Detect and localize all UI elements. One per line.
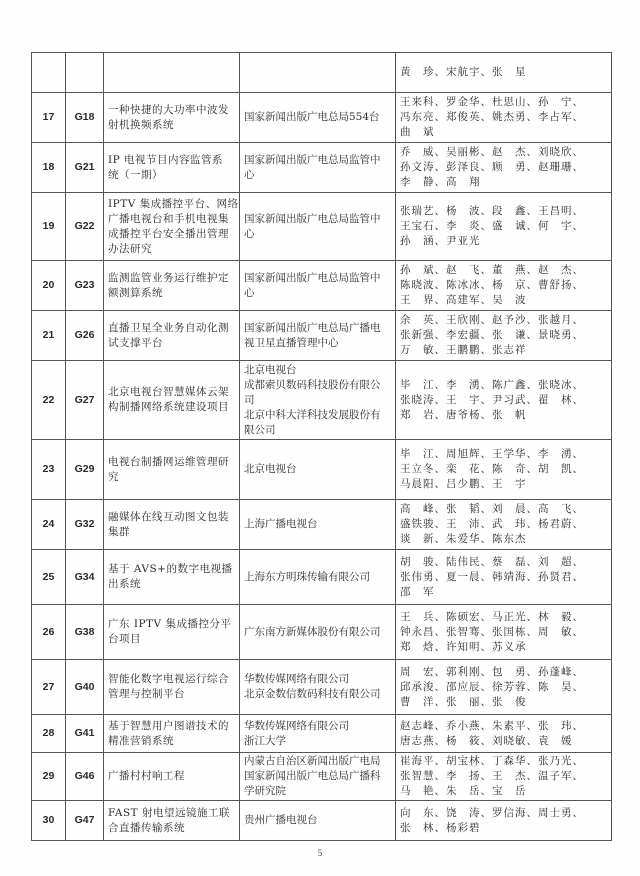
project-name-line: 融媒体在线互动图文包装 xyxy=(108,510,229,523)
organization-cell xyxy=(240,605,396,660)
row-number-cell: 27 xyxy=(32,660,66,715)
contributors-line: 赵志峰、乔小燕、朱素平、张 玮、 xyxy=(400,719,584,732)
contributors-line: 孙文涛、彭泽良、顾 勇、赵珊珊、 xyxy=(400,161,584,173)
organization-cell xyxy=(240,801,396,841)
table-row xyxy=(32,261,612,311)
organization-line: 贵州广播电视台 xyxy=(244,814,318,826)
contributors-line: 张新强、李宏疆、张 谦、景晓勇、 xyxy=(400,329,584,341)
project-name-cell xyxy=(104,440,240,500)
contributors-line: 钟永昌、张智骞、张国栋、周 敏、 xyxy=(400,625,584,638)
table-row xyxy=(32,193,612,261)
contributors-line: 张瑞艺、杨 波、段 鑫、王昌明、 xyxy=(400,205,584,217)
table-row xyxy=(32,361,612,440)
project-code-cell: G41 xyxy=(66,715,104,753)
contributors-line: 毕 江、周旭辉、王学华、李 湧、 xyxy=(400,448,584,460)
project-name-cell xyxy=(104,801,240,841)
contributors-line: 邵 军 xyxy=(400,585,435,598)
contributors-line: 王宝石、李 炎、盛 诚、何 宇、 xyxy=(400,220,584,232)
organization-line: 北京电视台 xyxy=(244,463,297,475)
organization-cell xyxy=(240,261,396,311)
contributors-line: 马 艳、朱 岳、宝 岳 xyxy=(400,785,527,797)
contributors-cell xyxy=(396,500,612,550)
project-name-line: IPTV 集成播控平台、网络 xyxy=(108,197,239,210)
project-name-line: 出系统 xyxy=(108,578,141,590)
project-name-line: 管理与控制平台 xyxy=(108,688,185,700)
project-name-cell xyxy=(104,753,240,801)
award-table-body xyxy=(32,53,612,841)
project-name-cell xyxy=(104,193,240,261)
organization-cell xyxy=(240,93,396,143)
project-name-line: 试支撑平台 xyxy=(108,336,163,349)
table-row xyxy=(32,550,612,605)
project-name-line: FAST 射电望远镜施工联 xyxy=(108,806,230,819)
organization-line: 限公司 xyxy=(244,423,276,436)
project-name-line: 一种快捷的大功率中波发 xyxy=(108,103,229,116)
table-row xyxy=(32,753,612,801)
organization-line: 成都索贝数码科技股份有限公 xyxy=(244,378,381,391)
row-number-cell: 25 xyxy=(32,550,66,605)
row-number-cell: 18 xyxy=(32,143,66,193)
contributors-line: 胡 骏、陆伟民、蔡 磊、刘 超、 xyxy=(400,555,584,568)
project-name-line: 广播村村响工程 xyxy=(108,770,185,782)
contributors-line: 邱承浚、邵应辰、徐芳蓉、陈 昊、 xyxy=(400,680,584,693)
contributors-cell xyxy=(396,605,612,660)
contributors-line: 郑 焓、许知明、苏义承 xyxy=(400,640,527,653)
organization-cell xyxy=(240,715,396,753)
organization-line: 内蒙古自治区新闻出版广电局 xyxy=(244,755,381,767)
project-name-line: 精准营销系统 xyxy=(108,734,174,747)
row-number-cell: 28 xyxy=(32,715,66,753)
table-row xyxy=(32,500,612,550)
organization-cell xyxy=(240,550,396,605)
table-row xyxy=(32,53,612,93)
project-name-line: 北京电视台智慧媒体云架 xyxy=(108,386,229,398)
contributors-line: 黄 珍、宋航宇、张 星 xyxy=(400,66,527,78)
contributors-line: 余 英、王欣刚、赵予沙、张越月、 xyxy=(400,314,584,326)
organization-line: 司 xyxy=(244,393,255,406)
project-code-cell: G22 xyxy=(66,193,104,261)
organization-line: 视卫星直播管理中心 xyxy=(244,336,339,349)
project-code-cell: G34 xyxy=(66,550,104,605)
contributors-line: 孙 斌、赵 飞、董 燕、赵 杰、 xyxy=(400,264,584,276)
project-name-cell xyxy=(104,550,240,605)
organization-line: 浙江大学 xyxy=(244,734,286,747)
contributors-line: 王 界、高建军、吴 波 xyxy=(400,294,527,306)
contributors-line: 郑 岩、唐爷杨、张 帆 xyxy=(400,408,527,421)
project-name-line: 办法研究 xyxy=(108,242,152,255)
organization-cell xyxy=(240,753,396,801)
project-name-line: 台项目 xyxy=(108,633,141,645)
organization-line: 心 xyxy=(244,286,255,299)
contributors-cell xyxy=(396,93,612,143)
organization-cell xyxy=(240,440,396,500)
organization-line: 广东南方新媒体股份有限公司 xyxy=(244,625,381,638)
contributors-line: 张伟勇、夏一晨、韩靖海、孙贤君、 xyxy=(400,570,584,583)
table-row xyxy=(32,605,612,660)
page-number: 5 xyxy=(317,848,323,858)
project-name-line: 统（一期） xyxy=(108,168,163,181)
organization-cell xyxy=(240,143,396,193)
project-name-cell xyxy=(104,93,240,143)
contributors-line: 陈晓波、陈冰冰、杨 京、曹舒扬、 xyxy=(400,279,584,291)
project-name-cell xyxy=(104,500,240,550)
row-number-cell: 26 xyxy=(32,605,66,660)
project-code-cell: G18 xyxy=(66,93,104,143)
contributors-line: 曹 洋、张 丽、张 俊 xyxy=(400,695,527,708)
project-code-cell xyxy=(66,53,104,93)
organization-cell xyxy=(240,500,396,550)
project-name-line: 电视台制播网运维管理研 xyxy=(108,455,229,468)
contributors-cell xyxy=(396,660,612,715)
organization-cell xyxy=(240,193,396,261)
organization-line: 国家新闻出版广电总局监管中 xyxy=(244,153,381,166)
contributors-line: 高 峰、张 韬、刘 晨、高 飞、 xyxy=(400,503,584,515)
contributors-line: 曲 斌 xyxy=(400,126,435,138)
row-number-cell: 24 xyxy=(32,500,66,550)
table-row xyxy=(32,93,612,143)
project-name-cell xyxy=(104,311,240,361)
row-number-cell: 21 xyxy=(32,311,66,361)
project-code-cell: G23 xyxy=(66,261,104,311)
contributors-line: 向 东、饶 涛、罗信海、周士勇、 xyxy=(400,806,584,819)
project-name-cell xyxy=(104,53,240,93)
organization-line: 国家新闻出版广电总局广播科 xyxy=(244,770,381,782)
organization-line: 国家新闻出版广电总局554台 xyxy=(244,111,380,123)
project-name-line: 集群 xyxy=(108,525,130,538)
contributors-line: 冯东亮、郑俊英、姚杰勇、李占军、 xyxy=(400,111,584,123)
organization-line: 华数传媒网络有限公司 xyxy=(244,719,349,732)
project-name-line: 构制播网络系统建设项目 xyxy=(108,401,229,413)
organization-line: 学研究院 xyxy=(244,785,286,797)
contributors-cell xyxy=(396,261,612,311)
contributors-cell xyxy=(396,193,612,261)
project-name-line: 智能化数字电视运行综合 xyxy=(108,673,229,685)
project-name-cell xyxy=(104,715,240,753)
row-number-cell: 22 xyxy=(32,361,66,440)
project-code-cell: G26 xyxy=(66,311,104,361)
project-name-line: 直播卫星全业务自动化测 xyxy=(108,321,229,334)
project-code-cell: G47 xyxy=(66,801,104,841)
row-number-cell: 17 xyxy=(32,93,66,143)
row-number-cell: 19 xyxy=(32,193,66,261)
project-code-cell: G46 xyxy=(66,753,104,801)
contributors-line: 王来科、罗金华、杜思山、孙 宁、 xyxy=(400,96,584,108)
contributors-line: 王 兵、陈硕宏、马正光、林 毅、 xyxy=(400,610,584,623)
row-number-cell: 30 xyxy=(32,801,66,841)
project-code-cell: G27 xyxy=(66,361,104,440)
organization-cell xyxy=(240,361,396,440)
contributors-line: 张智慧、李 扬、王 杰、温子军、 xyxy=(400,770,584,782)
row-number-cell: 20 xyxy=(32,261,66,311)
table-row xyxy=(32,801,612,841)
organization-cell xyxy=(240,53,396,93)
project-name-line: 额测算系统 xyxy=(108,286,163,299)
contributors-cell xyxy=(396,440,612,500)
contributors-line: 王立冬、栾 花、陈 奇、胡 凯、 xyxy=(400,463,584,475)
contributors-line: 万 敏、王鹏鹏、张志祥 xyxy=(400,344,527,356)
table-row xyxy=(32,311,612,361)
organization-line: 国家新闻出版广电总局监管中 xyxy=(244,212,381,225)
organization-cell xyxy=(240,660,396,715)
contributors-line: 孙 涵、尹亚光 xyxy=(400,235,481,247)
project-name-line: IP 电视节目内容监管系 xyxy=(108,153,224,166)
project-code-cell: G21 xyxy=(66,143,104,193)
contributors-line: 李 静、高 翔 xyxy=(400,176,481,188)
contributors-cell xyxy=(396,753,612,801)
contributors-cell xyxy=(396,715,612,753)
project-name-line: 射机换频系统 xyxy=(108,118,174,131)
contributors-cell xyxy=(396,801,612,841)
contributors-line: 周 宏、郭利刚、包 勇、孙蓬峰、 xyxy=(400,665,584,678)
award-table xyxy=(31,52,612,841)
project-name-line: 基于智慧用户图谱技术的 xyxy=(108,719,229,732)
contributors-line: 盛铁骏、王 沛、武 玮、杨君蔚、 xyxy=(400,518,584,530)
project-name-line: 广东 IPTV 集成播控分平 xyxy=(108,618,232,630)
organization-cell xyxy=(240,311,396,361)
contributors-line: 乔 威、吴丽彬、赵 杰、刘晓欣、 xyxy=(400,146,584,158)
organization-line: 北京电视台 xyxy=(244,363,297,376)
organization-line: 国家新闻出版广电总局监管中 xyxy=(244,271,381,284)
row-number-cell: 23 xyxy=(32,440,66,500)
project-name-line: 广播电视台和手机电视集 xyxy=(108,212,229,225)
contributors-cell xyxy=(396,53,612,93)
project-name-line: 成播控平台安全播出管理 xyxy=(108,227,229,240)
organization-line: 心 xyxy=(244,168,255,181)
contributors-line: 毕 江、李 湧、陈广鑫、张晓冰、 xyxy=(400,378,584,391)
contributors-line: 唐志燕、杨 筱、刘晓敏、袁 媛 xyxy=(400,734,573,747)
contributors-line: 张晓涛、王 宇、尹习武、翟 林、 xyxy=(400,393,584,406)
organization-line: 国家新闻出版广电总局广播电 xyxy=(244,321,381,334)
project-name-cell xyxy=(104,660,240,715)
contributors-cell xyxy=(396,143,612,193)
table-row xyxy=(32,715,612,753)
table-row xyxy=(32,660,612,715)
organization-line: 华数传媒网络有限公司 xyxy=(244,673,349,685)
project-name-cell xyxy=(104,143,240,193)
project-name-line: 基于 AVS+的数字电视播 xyxy=(108,563,233,575)
table-row xyxy=(32,143,612,193)
project-code-cell: G38 xyxy=(66,605,104,660)
organization-line: 上海东方明珠传输有限公司 xyxy=(244,570,370,583)
contributors-line: 崔海平、胡宝林、丁森华、张乃光、 xyxy=(400,755,584,767)
row-number-cell: 29 xyxy=(32,753,66,801)
table-row xyxy=(32,440,612,500)
contributors-line: 谈 新、朱爱华、陈东杰 xyxy=(400,533,527,545)
organization-line: 北京金数信数码科技有限公司 xyxy=(244,688,381,700)
organization-line: 心 xyxy=(244,227,255,240)
project-name-line: 合直播传输系统 xyxy=(108,821,185,834)
project-code-cell: G29 xyxy=(66,440,104,500)
project-name-cell xyxy=(104,361,240,440)
contributors-cell xyxy=(396,361,612,440)
contributors-line: 张 林、杨彩碧 xyxy=(400,821,481,834)
project-name-line: 究 xyxy=(108,470,119,483)
project-name-line: 监测监管业务运行维护定 xyxy=(108,271,229,284)
project-name-cell xyxy=(104,261,240,311)
contributors-cell xyxy=(396,311,612,361)
project-name-cell xyxy=(104,605,240,660)
contributors-cell xyxy=(396,550,612,605)
project-code-cell: G32 xyxy=(66,500,104,550)
row-number-cell xyxy=(32,53,66,93)
organization-line: 上海广播电视台 xyxy=(244,518,318,530)
project-code-cell: G40 xyxy=(66,660,104,715)
organization-line: 北京中科大洋科技发展股份有 xyxy=(244,408,381,421)
contributors-line: 马晨阳、吕少鹏、王 宇 xyxy=(400,478,527,490)
